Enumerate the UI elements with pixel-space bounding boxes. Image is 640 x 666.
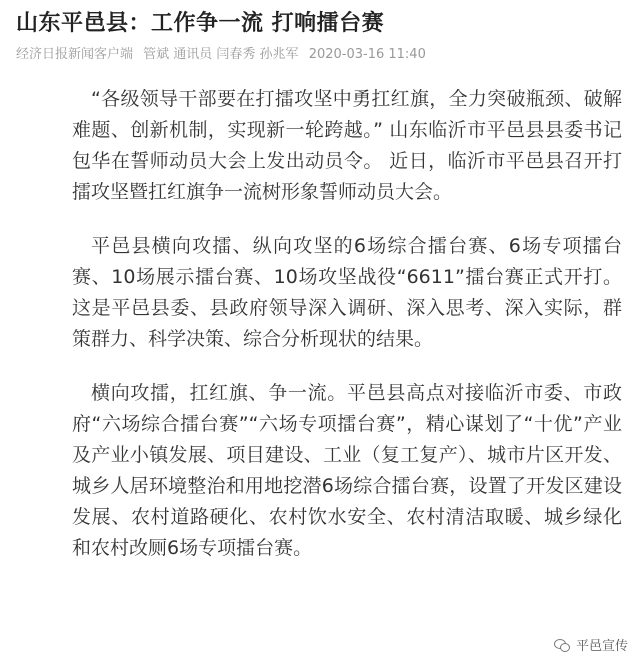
wechat-icon xyxy=(554,638,570,652)
article-meta xyxy=(16,43,432,62)
watermark xyxy=(552,635,630,654)
paragraph-2: 平邑县横向攻擂、纵向攻坚的6场综合擂台赛、6场专项擂台赛、10场展示擂台赛、10场攻坚战役“6611”擂台赛正式开打。这是平邑县委、县政府领导深入调研、深入思考、深入实际，群策群力、科学决策、综合分析现状的结果。 xyxy=(72,235,622,350)
paragraph-3: 横向攻擂，扛红旗、争一流。平邑县高点对接临沂市委、市政府“六场综合擂台赛”“六场专项擂台赛”，精心谋划了“十优”产业及产业小镇发展、项目建设、工业（复工复产）、城市片区开发、城乡人居环境整治和用地挖潜6场综合擂台赛，设置了开发区建设发展、农村道路硬化、农村饮水安全、农村清洁取暖、城乡绿化和农村改厕6场专项擂台赛。 xyxy=(72,382,622,559)
article-authors: 管斌 通讯员 闫春秀 孙兆军 xyxy=(143,47,299,62)
article-body xyxy=(72,84,622,587)
paragraph-1: “各级领导干部要在打擂攻坚中勇扛红旗，全力突破瓶颈、破解难题、创新机制，实现新一轮跨越。” 山东临沂市平邑县县委书记包华在誓师动员大会上发出动员令。 近日，临沂市平邑县召开打擂攻坚暨扛红旗争一流树形象誓师动员大会。 xyxy=(72,88,622,203)
article-source: 经济日报新闻客户端 xyxy=(16,47,134,62)
article-datetime: 2020-03-16 11:40 xyxy=(308,47,426,62)
watermark-label: 平邑宣传 xyxy=(575,639,628,654)
article-title: 山东平邑县：工作争一流 打响擂台赛 xyxy=(16,11,385,36)
